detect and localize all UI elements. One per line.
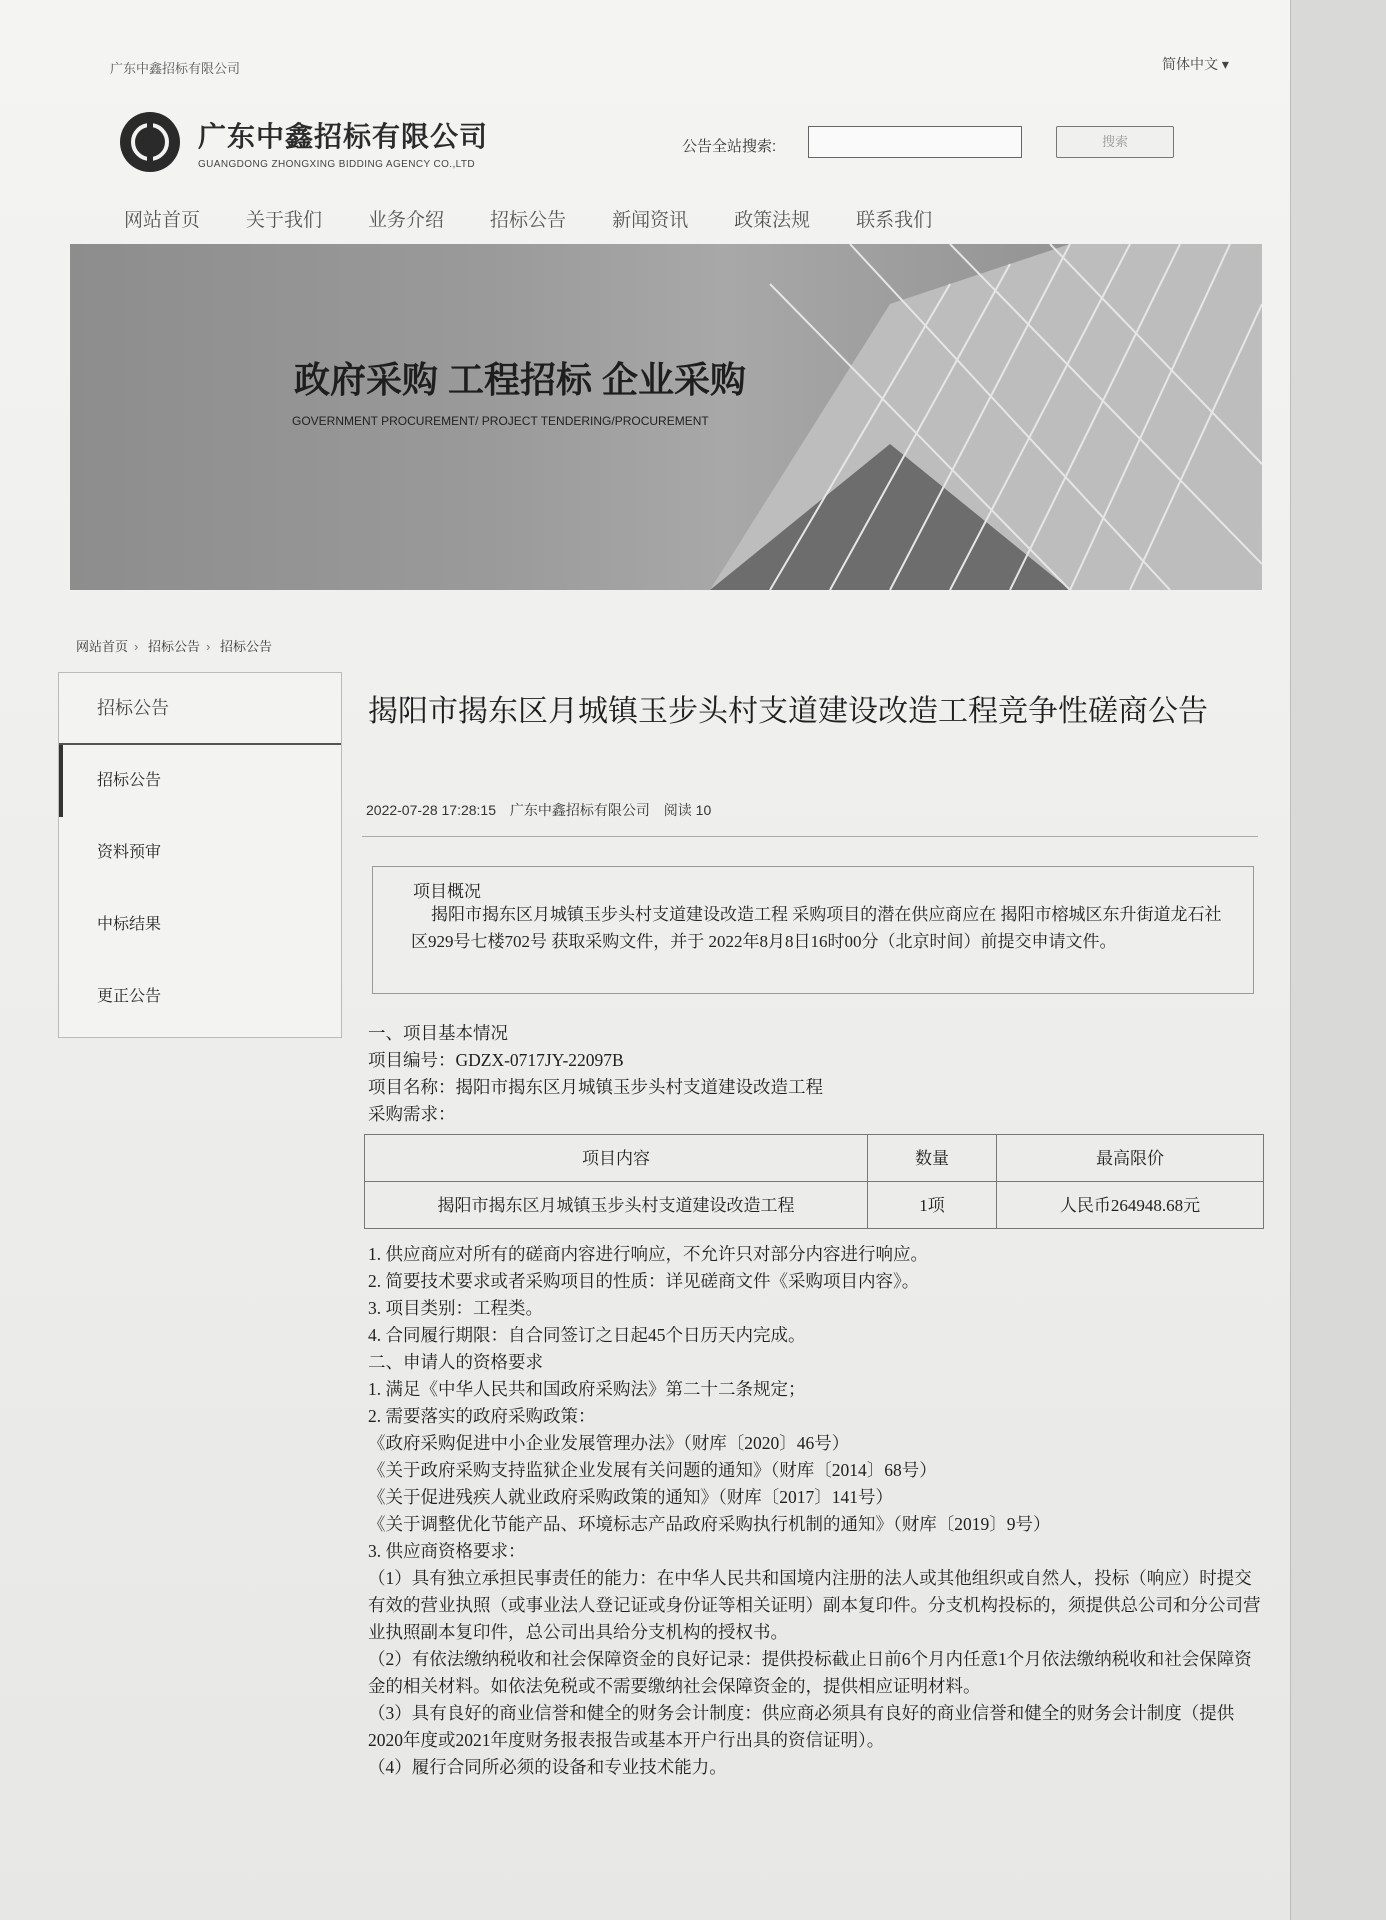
table-header: 最高限价 (997, 1135, 1264, 1182)
sidebar-item-prequalification[interactable]: 资料预审 (97, 844, 162, 861)
list-item: 2. 简要技术要求或者采购项目的性质：详见磋商文件《采购项目内容》。 (368, 1271, 920, 1291)
article-body (368, 1020, 1268, 1781)
list-item: （4）履行合同所必须的设备和专业技术能力。 (368, 1757, 727, 1777)
summary-text: 揭阳市揭东区月城镇玉步头村支道建设改造工程 采购项目的潜在供应商应在 揭阳市榕城区东升街道龙石社区929号七楼702号 获取采购文件，并于 2022年8月8日16时00分（北京时间）前提交申请文件。 (411, 905, 1222, 951)
breadcrumb-section[interactable]: 招标公告 (147, 639, 200, 654)
list-item: 1. 供应商应对所有的磋商内容进行响应，不允许只对部分内容进行响应。 (368, 1244, 928, 1264)
nav-policies[interactable]: 政策法规 (734, 210, 811, 231)
breadcrumb (76, 636, 278, 655)
list-item: 《关于促进残疾人就业政府采购政策的通知》（财库〔2017〕141号） (368, 1487, 893, 1507)
nav-contact[interactable]: 联系我们 (856, 210, 933, 231)
table-cell: 人民币264948.68元 (997, 1182, 1264, 1229)
procurement-demand-label: 采购需求： (368, 1104, 456, 1124)
list-item: （3）具有良好的商业信誉和健全的财务会计制度：供应商必须具有良好的商业信誉和健全的财务会计制度（提供2020年度或2021年度财务报表报告或基本开户行出具的资信证明）。 (368, 1703, 1235, 1750)
main-nav (124, 205, 978, 232)
language-selector[interactable]: 简体中文 ▾ (1162, 56, 1229, 72)
nav-news[interactable]: 新闻资讯 (612, 210, 689, 231)
article-publisher: 广东中鑫招标有限公司 (509, 802, 650, 818)
sidebar (58, 672, 342, 1038)
banner-subtitle: GOVERNMENT PROCUREMENT/ PROJECT TENDERING/PROCUREMENT (292, 414, 709, 428)
table-cell: 揭阳市揭东区月城镇玉步头村支道建设改造工程 (365, 1182, 868, 1229)
section-heading: 二、申请人的资格要求 (368, 1352, 543, 1372)
divider (362, 836, 1258, 837)
table-header: 数量 (868, 1135, 997, 1182)
hero-banner (70, 244, 1262, 590)
section-heading: 一、项目基本情况 (368, 1023, 508, 1043)
breadcrumb-home[interactable]: 网站首页 (76, 639, 129, 654)
search-button[interactable]: 搜索 (1056, 126, 1174, 158)
requirements-list (368, 1241, 1268, 1781)
logo-emblem-icon (120, 112, 180, 172)
breadcrumb-current[interactable]: 招标公告 (219, 639, 272, 654)
breadcrumb-separator: › (134, 639, 139, 654)
logo-cn-name: 广东中鑫招标有限公司 (198, 120, 489, 152)
project-number: 项目编号：GDZX-0717JY-22097B (368, 1050, 624, 1070)
sidebar-heading: 招标公告 (59, 673, 341, 745)
summary-title: 项目概况 (413, 882, 481, 901)
sidebar-item-corrections[interactable]: 更正公告 (97, 988, 162, 1005)
list-item: （1）具有独立承担民事责任的能力：在中华人民共和国境内注册的法人或其他组织或自然人，投标（响应）时提交有效的营业执照（或事业法人登记证或身份证等相关证明）副本复印件。分支机构投标的，须提供总公司和分公司营业执照副本复印件，总公司出具给分支机构的授权书。 (368, 1568, 1261, 1642)
list-item: 《政府采购促进中小企业发展管理办法》（财库〔2020〕46号） (368, 1433, 850, 1453)
nav-business[interactable]: 业务介绍 (368, 210, 445, 231)
nav-home[interactable]: 网站首页 (124, 210, 201, 231)
table-row (365, 1182, 1264, 1229)
article-meta (366, 800, 721, 820)
article-read-count: 阅读 10 (663, 802, 712, 818)
list-item: 3. 供应商资格要求： (368, 1541, 526, 1561)
list-item: 《关于调整优化节能产品、环境标志产品政府采购执行机制的通知》（财库〔2019〕9号） (368, 1514, 1051, 1534)
company-logo[interactable] (120, 112, 488, 172)
topbar-site-name: 广东中鑫招标有限公司 (110, 61, 241, 76)
table-header: 项目内容 (365, 1135, 868, 1182)
banner-title: 政府采购 工程招标 企业采购 (294, 359, 747, 400)
article-title: 揭阳市揭东区月城镇玉步头村支道建设改造工程竞争性磋商公告 (368, 695, 1208, 728)
list-item: 3. 项目类别：工程类。 (368, 1298, 543, 1318)
project-summary-box (372, 866, 1254, 994)
nav-about[interactable]: 关于我们 (246, 210, 323, 231)
sidebar-item-tender-notices[interactable]: 招标公告 (59, 745, 341, 817)
table-cell: 1项 (868, 1182, 997, 1229)
breadcrumb-separator: › (206, 639, 211, 654)
list-item: 1. 满足《中华人民共和国政府采购法》第二十二条规定； (368, 1379, 806, 1399)
article-date: 2022-07-28 17:28:15 (366, 802, 496, 818)
requirements-table (364, 1134, 1264, 1229)
nav-tender-notices[interactable]: 招标公告 (490, 210, 567, 231)
search-label: 公告全站搜索: (682, 138, 777, 155)
logo-en-name: GUANGDONG ZHONGXING BIDDING AGENCY CO.,LTD (198, 158, 476, 170)
sidebar-item-award-results[interactable]: 中标结果 (97, 916, 162, 933)
search-input[interactable] (808, 126, 1022, 158)
list-item: 《关于政府采购支持监狱企业发展有关问题的通知》（财库〔2014〕68号） (368, 1460, 937, 1480)
list-item: 4. 合同履行期限：自合同签订之日起45个日历天内完成。 (368, 1325, 806, 1345)
list-item: 2. 需要落实的政府采购政策： (368, 1406, 596, 1426)
list-item: （2）有依法缴纳税收和社会保障资金的良好记录：提供投标截止日前6个月内任意1个月依法缴纳税收和社会保障资金的相关材料。如依法免税或不需要缴纳社会保障资金的，提供相应证明材料。 (368, 1649, 1252, 1696)
project-name: 项目名称：揭阳市揭东区月城镇玉步头村支道建设改造工程 (368, 1077, 823, 1097)
